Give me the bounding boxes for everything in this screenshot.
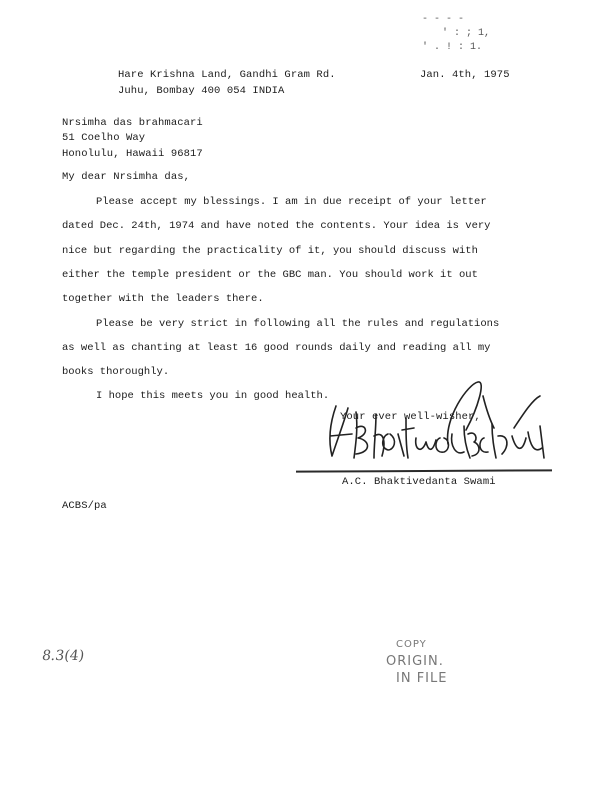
handwritten-reference-mark: 8.3(4) <box>40 648 86 664</box>
stamp-bottom-line3: IN FILE <box>396 671 448 686</box>
paragraph-line: I hope this meets you in good health. <box>96 390 330 402</box>
recipient-city: Honolulu, Hawaii 96817 <box>62 148 203 160</box>
archive-stamp-bottom <box>386 636 466 687</box>
signature-name: A.C. Bhaktivedanta Swami <box>342 476 496 488</box>
closing: Your ever well-wisher, <box>340 411 481 423</box>
letter-date: Jan. 4th, 1975 <box>420 69 510 81</box>
paragraph-line: books thoroughly. <box>62 366 170 378</box>
letterhead-address-line2: Juhu, Bombay 400 054 INDIA <box>118 85 285 97</box>
recipient-name: Nrsimha das brahmacari <box>62 117 203 129</box>
archive-stamp-top <box>418 14 490 58</box>
paragraph-line: together with the leaders there. <box>62 293 264 305</box>
stamp-top-line1: - - - - <box>422 14 465 25</box>
stamp-bottom-line1: COPY <box>396 639 427 650</box>
stamp-top-line2: ' : ; 1, <box>442 28 491 39</box>
typist-initials: ACBS/pa <box>62 500 107 512</box>
paragraph-line: as well as chanting at least 16 good rounds daily and reading all my <box>62 342 491 354</box>
stamp-bottom-line2: ORIGIN. <box>386 654 444 669</box>
paragraph-line: either the temple president or the GBC man. You should work it out <box>62 269 478 281</box>
recipient-street: 51 Coelho Way <box>62 132 146 144</box>
paragraph-line: dated Dec. 24th, 1974 and have noted the contents. Your idea is very <box>62 220 491 232</box>
stamp-top-line3: ' . ! : 1. <box>422 42 483 53</box>
paragraph-line: Please accept my blessings. I am in due receipt of your letter <box>96 196 487 208</box>
salutation: My dear Nrsimha das, <box>62 171 191 183</box>
paragraph-line: nice but regarding the practicality of it, you should discuss with <box>62 245 478 257</box>
letterhead-address-line1: Hare Krishna Land, Gandhi Gram Rd. <box>118 69 336 81</box>
paragraph-line: Please be very strict in following all the rules and regulations <box>96 318 500 330</box>
handwritten-signature <box>318 378 568 478</box>
